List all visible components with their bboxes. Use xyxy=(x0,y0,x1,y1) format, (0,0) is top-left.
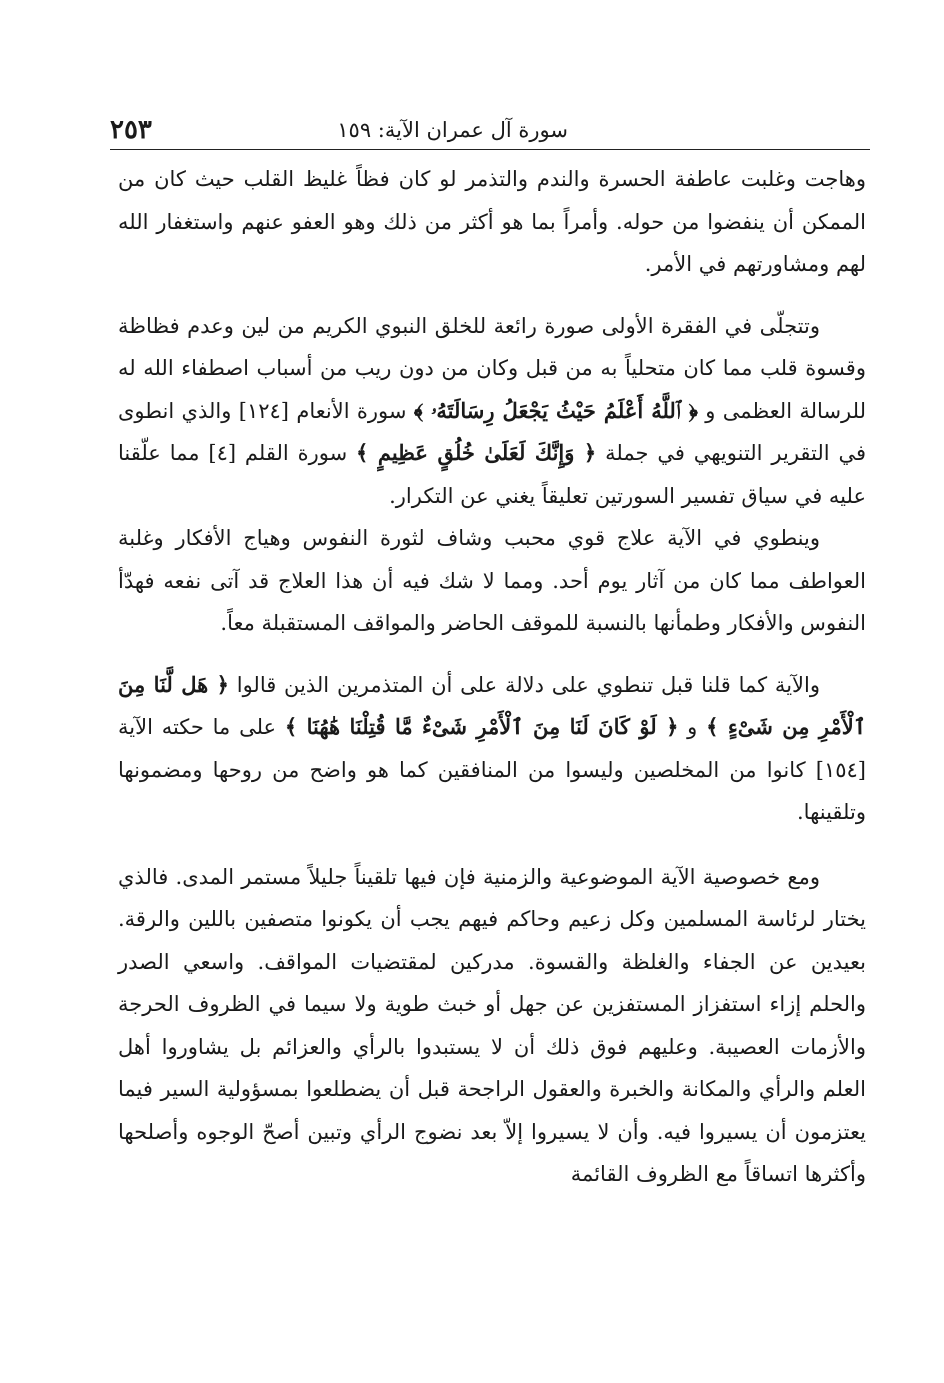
quran-quote: ﴿ وَإِنَّكَ لَعَلَىٰ خُلُقٍ عَظِيمٍ ﴾ xyxy=(356,440,597,465)
paragraph xyxy=(118,305,866,518)
paragraph-text: وهاجت وغلبت عاطفة الحسرة والندم والتذمر لو كان فظاً غليظ القلب حيث كان من الممكن أن ينفضوا من حوله. وأمراً بما هو أكثر من ذلك وهو العفو عنهم واستغفار الله لهم ومشاورتهم في الأمر. xyxy=(118,167,866,276)
paragraph-text: و xyxy=(678,715,707,739)
page-number: ٢٥٣ xyxy=(110,115,152,145)
quran-quote: ﴿ لَوْ كَانَ لَنَا مِنَ ٱلْأَمْرِ شَىْءٌ مَّا قُتِلْنَا هَٰهُنَا ﴾ xyxy=(284,714,679,739)
paragraph-text: سورة الأنعام [١٢٤] والذي انطوى في التقرير التنويهي في جملة xyxy=(118,398,867,465)
paragraph xyxy=(118,158,866,286)
paragraph xyxy=(118,664,866,834)
quran-quote: ﴿ هَل لَّنَا مِنَ ٱلْأَمْرِ مِن شَىْءٍ ﴾ xyxy=(118,671,866,739)
body-text xyxy=(118,158,866,1196)
page-header xyxy=(110,112,870,146)
paragraph xyxy=(118,856,866,1196)
paragraph-text: وينطوي في الآية علاج قوي محبب وشاف لثورة النفوس وهياج الأفكار وغلبة العواطف مما كان من آثار يوم أحد. ومما لا شك فيه أن هذا العلاج قد آتى نفعه فهدّأ النفوس والأفكار وطمأنها بالنسبة للموقف الحاضر والمواقف المستقبلة معاً. xyxy=(118,526,866,635)
header-rule xyxy=(110,149,870,150)
paragraph-text: وتتجلّى في الفقرة الأولى صورة رائعة للخلق النبوي الكريم من لين وعدم فظاظة وقسوة قلب مما كان متحلياً به من قبل وكان من دون ريب من أسباب اصطفاء الله له للرسالة العظمى و xyxy=(118,313,866,423)
quran-quote: ﴿ ٱللَّهُ أَعْلَمُ حَيْثُ يَجْعَلُ رِسَالَتَهُۥ ﴾ xyxy=(413,397,698,423)
paragraph-text: على ما حكته الآية [١٥٤] كانوا من المخلصين وليسوا من المنافقين كما هو واضح من روحها ومضمونها وتلقينها. xyxy=(118,715,866,824)
paragraph-text: سورة القلم [٤] مما علّقنا عليه في سياق تفسير السورتين تعليقاً يغني عن التكرار. xyxy=(118,441,866,508)
paragraph-text: والآية كما قلنا قبل تنطوي على دلالة على أن المتذمرين الذين قالوا xyxy=(228,672,820,697)
paragraph xyxy=(118,517,866,645)
paragraph-text: ومع خصوصية الآية الموضوعية والزمنية فإن فيها تلقيناً جليلاً مستمر المدى. فالذي يختار لرئاسة المسلمين وكل زعيم وحاكم فيهم يجب أن يكونوا متصفين باللين والرقة. بعيدين عن الجفاء والغلظة والقسوة. مدركين لمقتضيات المواقف. واسعي الصدر والحلم إزاء استفزاز المستفزين عن جهل أو خبث طوية ولا سيما في الظروف الحرجة والأزمات العصيبة. وعليهم فوق ذلك أن لا يستبدوا بالرأي والعزائم بل يشاوروا أهل العلم والرأي والمكانة والخبرة والعقول الراجحة قبل أن يضطلعوا بمسؤولية السير فيما يعتزمون أن يسيروا فيه. وأن لا يسيروا إلاّ بعد نضوج الرأي وتبين أصحّ الوجوه وأصلحها وأكثرها اتساقاً مع الظروف القائمة xyxy=(118,864,866,1186)
running-title: سورة آل عمران الآية: ١٥٩ xyxy=(337,118,568,142)
